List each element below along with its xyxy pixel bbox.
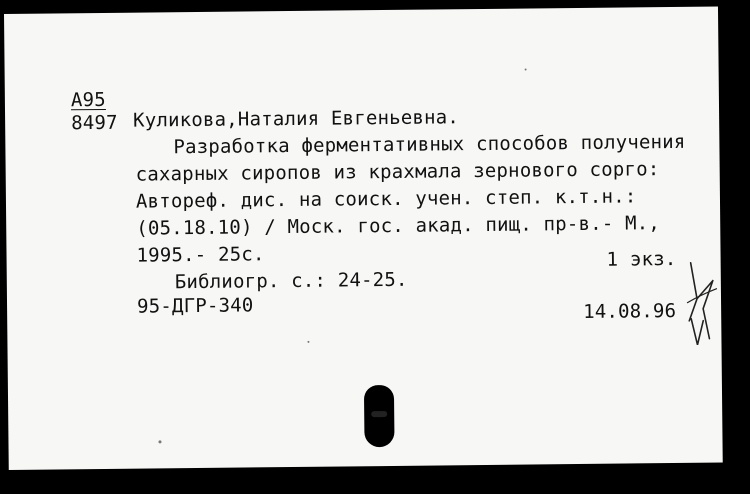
description-line-1: Разработка ферментативных способов получения xyxy=(173,130,686,159)
card-punch-hole xyxy=(364,385,395,447)
copies-count: 1 экз. xyxy=(606,247,677,271)
bibliography-note: Библиогр. с.: 24-25. xyxy=(174,268,408,294)
description-line-5: 1995.- 25с. xyxy=(136,243,265,267)
inventory-code: 95-ДГР-340 xyxy=(136,294,254,318)
speck xyxy=(525,69,527,71)
classification-code: А95 xyxy=(70,88,106,112)
description-line-4: (05.18.10) / Моск. гос. акад. пищ. пр-в.- М., xyxy=(136,212,661,240)
description-line-2: сахарных сиропов из крахмала зернового сорго: xyxy=(135,158,660,186)
accession-date: 14.08.96 xyxy=(583,299,677,323)
catalog-card xyxy=(4,7,723,470)
speck xyxy=(307,341,309,343)
description-line-3: Автореф. дис. на соиск. учен. степ. к.т.н.: xyxy=(135,185,637,213)
author-name: Куликова,Наталия Евгеньевна. xyxy=(133,106,460,132)
speck xyxy=(158,440,161,443)
card-number: 8497 xyxy=(71,111,118,135)
handwritten-signature xyxy=(683,258,724,348)
